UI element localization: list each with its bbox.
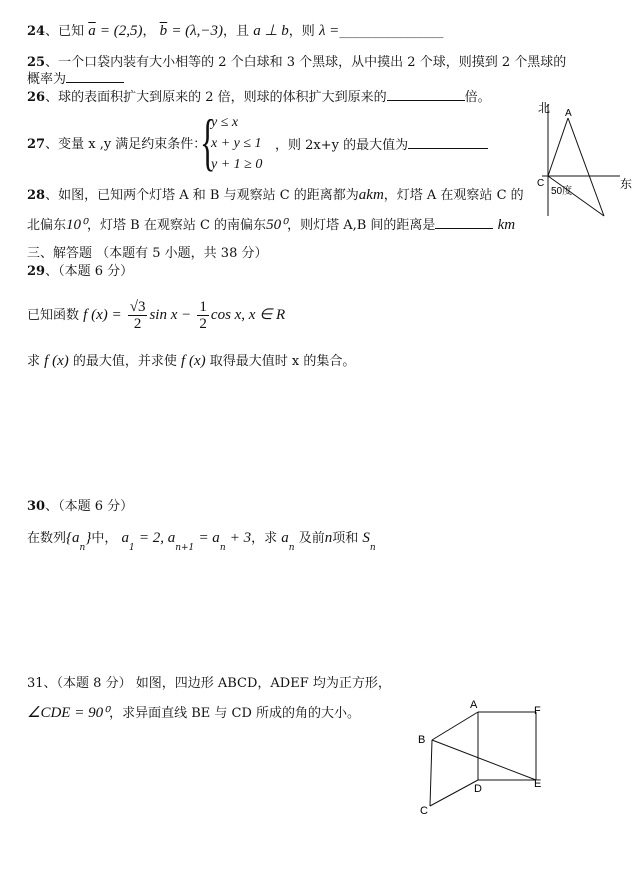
label-a: A xyxy=(470,699,478,711)
q29-den1: 2 xyxy=(133,316,142,332)
label-f: F xyxy=(534,705,541,717)
q28-number: 28 xyxy=(27,188,46,203)
q26-text: 、球的表面积扩大到原来的 2 倍，则球的体积扩大到原来的 xyxy=(45,90,387,105)
q29-ask-fx1: f (x) xyxy=(44,353,69,369)
q27-system-brace: { xyxy=(200,106,216,177)
q31-line2: ，求异面直线 BE 与 CD 所成的角的大小。 xyxy=(109,706,361,721)
label-c: C xyxy=(537,178,545,189)
question-26 xyxy=(27,88,491,107)
q29-one: 1 xyxy=(199,299,207,315)
q30-an: a xyxy=(281,530,289,546)
segment-ab xyxy=(568,118,604,216)
q26-number: 26 xyxy=(27,90,46,105)
q30-c: ，求 xyxy=(251,531,278,546)
q24-number: 24 xyxy=(27,24,46,39)
label-e: E xyxy=(534,778,542,790)
q28-line1b: ，灯塔 A 在观察站 C 的 xyxy=(383,188,524,203)
edge-be xyxy=(432,740,536,780)
q26-suffix: 倍。 xyxy=(464,90,491,105)
q29-ask-a: 求 xyxy=(27,354,41,369)
q30-a: 在数列 xyxy=(27,531,67,546)
q28-akm: akm xyxy=(358,187,384,203)
q28-line2a: 北偏东 xyxy=(27,218,67,233)
q29-prefix: 已知函数 xyxy=(27,308,80,323)
q24-intro: 、已知 xyxy=(45,24,85,39)
q24-lambda: λ = xyxy=(318,23,340,39)
q29-ask-b: 的最大值，并求使 xyxy=(72,354,177,369)
q30-n: n xyxy=(324,530,333,546)
q26-answer-blank xyxy=(387,88,465,101)
q27-number: 27 xyxy=(27,137,46,152)
q30-a1: a xyxy=(121,530,129,546)
q30-seq-sub: n xyxy=(79,543,86,553)
q25-number: 25 xyxy=(27,55,46,70)
q24-vector-a: $\overline{a}$ xyxy=(88,23,96,39)
question-30-heading xyxy=(27,498,133,516)
label-c: C xyxy=(420,805,428,817)
question-29-ask xyxy=(27,352,355,371)
label-angle: 50度 xyxy=(551,186,573,197)
q25-text-line1: 、一个口袋内装有大小相等的 2 个白球和 3 个黑球，从中摸出 2 个球，则摸到 2 个黑球的 xyxy=(45,55,567,70)
q29-den2: 2 xyxy=(199,316,207,332)
q28-answer-blank xyxy=(435,216,493,229)
q27-answer-blank xyxy=(408,136,488,149)
q24-and: ，且 xyxy=(223,24,250,39)
q29-ask-fx2: f (x) xyxy=(181,353,206,369)
question-24 xyxy=(27,22,443,41)
question-31 xyxy=(27,675,391,693)
q27-constraint-3: y + 1 ≥ 0 xyxy=(211,157,263,172)
q30-seq: {a xyxy=(66,530,80,546)
label-d: D xyxy=(474,783,482,795)
q29-score: 、（本题 6 分） xyxy=(45,264,134,279)
q30-d: 及前 xyxy=(298,531,325,546)
q30-number: 30 xyxy=(27,499,46,514)
q30-an2-sub: n xyxy=(288,543,295,553)
q28-deg10: 10⁰ xyxy=(66,217,88,233)
q30-seq-close: } xyxy=(85,530,92,546)
squares-figure xyxy=(412,694,562,824)
q31-number: 31 xyxy=(27,676,44,691)
q25-answer-blank xyxy=(66,70,124,83)
section-3-heading: 三、解答题 （本题有 5 小题，共 38 分） xyxy=(27,246,268,261)
compass-figure xyxy=(528,98,634,224)
q28-km: km xyxy=(497,217,516,233)
q24-vector-a-value: = (2,5) xyxy=(99,23,143,39)
q30-a1-sub: 1 xyxy=(128,543,135,553)
label-a: A xyxy=(565,108,572,119)
q30-an1-sub: n+1 xyxy=(175,543,195,553)
q31-line1: 、（本题 8 分） 如图，四边形 ABCD，ADEF 均为正方形， xyxy=(43,676,391,691)
question-30-body xyxy=(27,527,376,559)
q29-frac-1-over-2 xyxy=(197,299,209,332)
q24-answer-blank: ________________ xyxy=(339,24,444,39)
q24-perp: a ⊥ b xyxy=(253,23,289,39)
q29-sinx: sin x − xyxy=(149,307,192,323)
q27-tail xyxy=(275,136,488,155)
q30-eq: = a xyxy=(198,530,220,546)
q30-plus3: + 3 xyxy=(229,530,252,546)
q24-comma: ， xyxy=(142,24,156,39)
q27-tail-text: ，则 2x+y 的最大值为 xyxy=(275,138,409,153)
question-29-heading xyxy=(27,263,133,281)
q24-then: ，则 xyxy=(288,24,315,39)
q29-cosx: cos x, x ∈ R xyxy=(210,307,286,323)
edge-bc xyxy=(430,740,432,806)
q24-vector-b: $\overline{b}$ xyxy=(159,23,168,39)
q25-text-line2: 概率为 xyxy=(27,72,67,87)
q28-line1a: 、如图，已知两个灯塔 A 和 B 与观察站 C 的距离都为 xyxy=(45,188,359,203)
q29-sqrt3: √3 xyxy=(129,299,146,315)
question-27 xyxy=(27,136,206,154)
question-28-line2 xyxy=(27,216,515,235)
label-b: B xyxy=(418,734,426,746)
question-25-line2 xyxy=(27,70,124,89)
q31-angle: ∠CDE = 90⁰ xyxy=(27,705,110,721)
q30-a1-val: = 2, a xyxy=(138,530,176,546)
q30-S: S xyxy=(362,530,370,546)
edge-cd xyxy=(430,780,478,806)
q30-e: 项和 xyxy=(332,531,359,546)
q28-line2b: ，灯塔 B 在观察站 C 的南偏东 xyxy=(87,218,267,233)
q27-constraint-1: y ≤ x xyxy=(211,115,239,130)
q29-fx: f (x) = xyxy=(83,307,122,323)
q27-text: 、变量 x ,y 满足约束条件： xyxy=(45,137,207,152)
ray-ca xyxy=(548,118,568,176)
q28-deg50: 50⁰ xyxy=(266,217,288,233)
q29-ask-c: 取得最大值时 x 的集合。 xyxy=(209,354,356,369)
q27-constraint-2: x + y ≤ 1 xyxy=(211,136,262,151)
q30-S-sub: n xyxy=(369,543,376,553)
q24-vector-b-value: = (λ,−3) xyxy=(171,23,224,39)
q28-line2c: ，则灯塔 A,B 间的距离是 xyxy=(287,218,436,233)
question-31-line2 xyxy=(27,704,360,723)
question-28 xyxy=(27,186,524,205)
label-east: 东 xyxy=(620,177,633,191)
edge-ab xyxy=(432,712,478,740)
q29-frac-sqrt3-over-2 xyxy=(128,299,148,332)
question-29-function xyxy=(27,298,285,333)
q30-b: 中， xyxy=(91,531,118,546)
q30-an-sub: n xyxy=(219,543,226,553)
label-north: 北 xyxy=(538,101,551,115)
q30-score: 、（本题 6 分） xyxy=(45,499,134,514)
q29-number: 29 xyxy=(27,264,46,279)
